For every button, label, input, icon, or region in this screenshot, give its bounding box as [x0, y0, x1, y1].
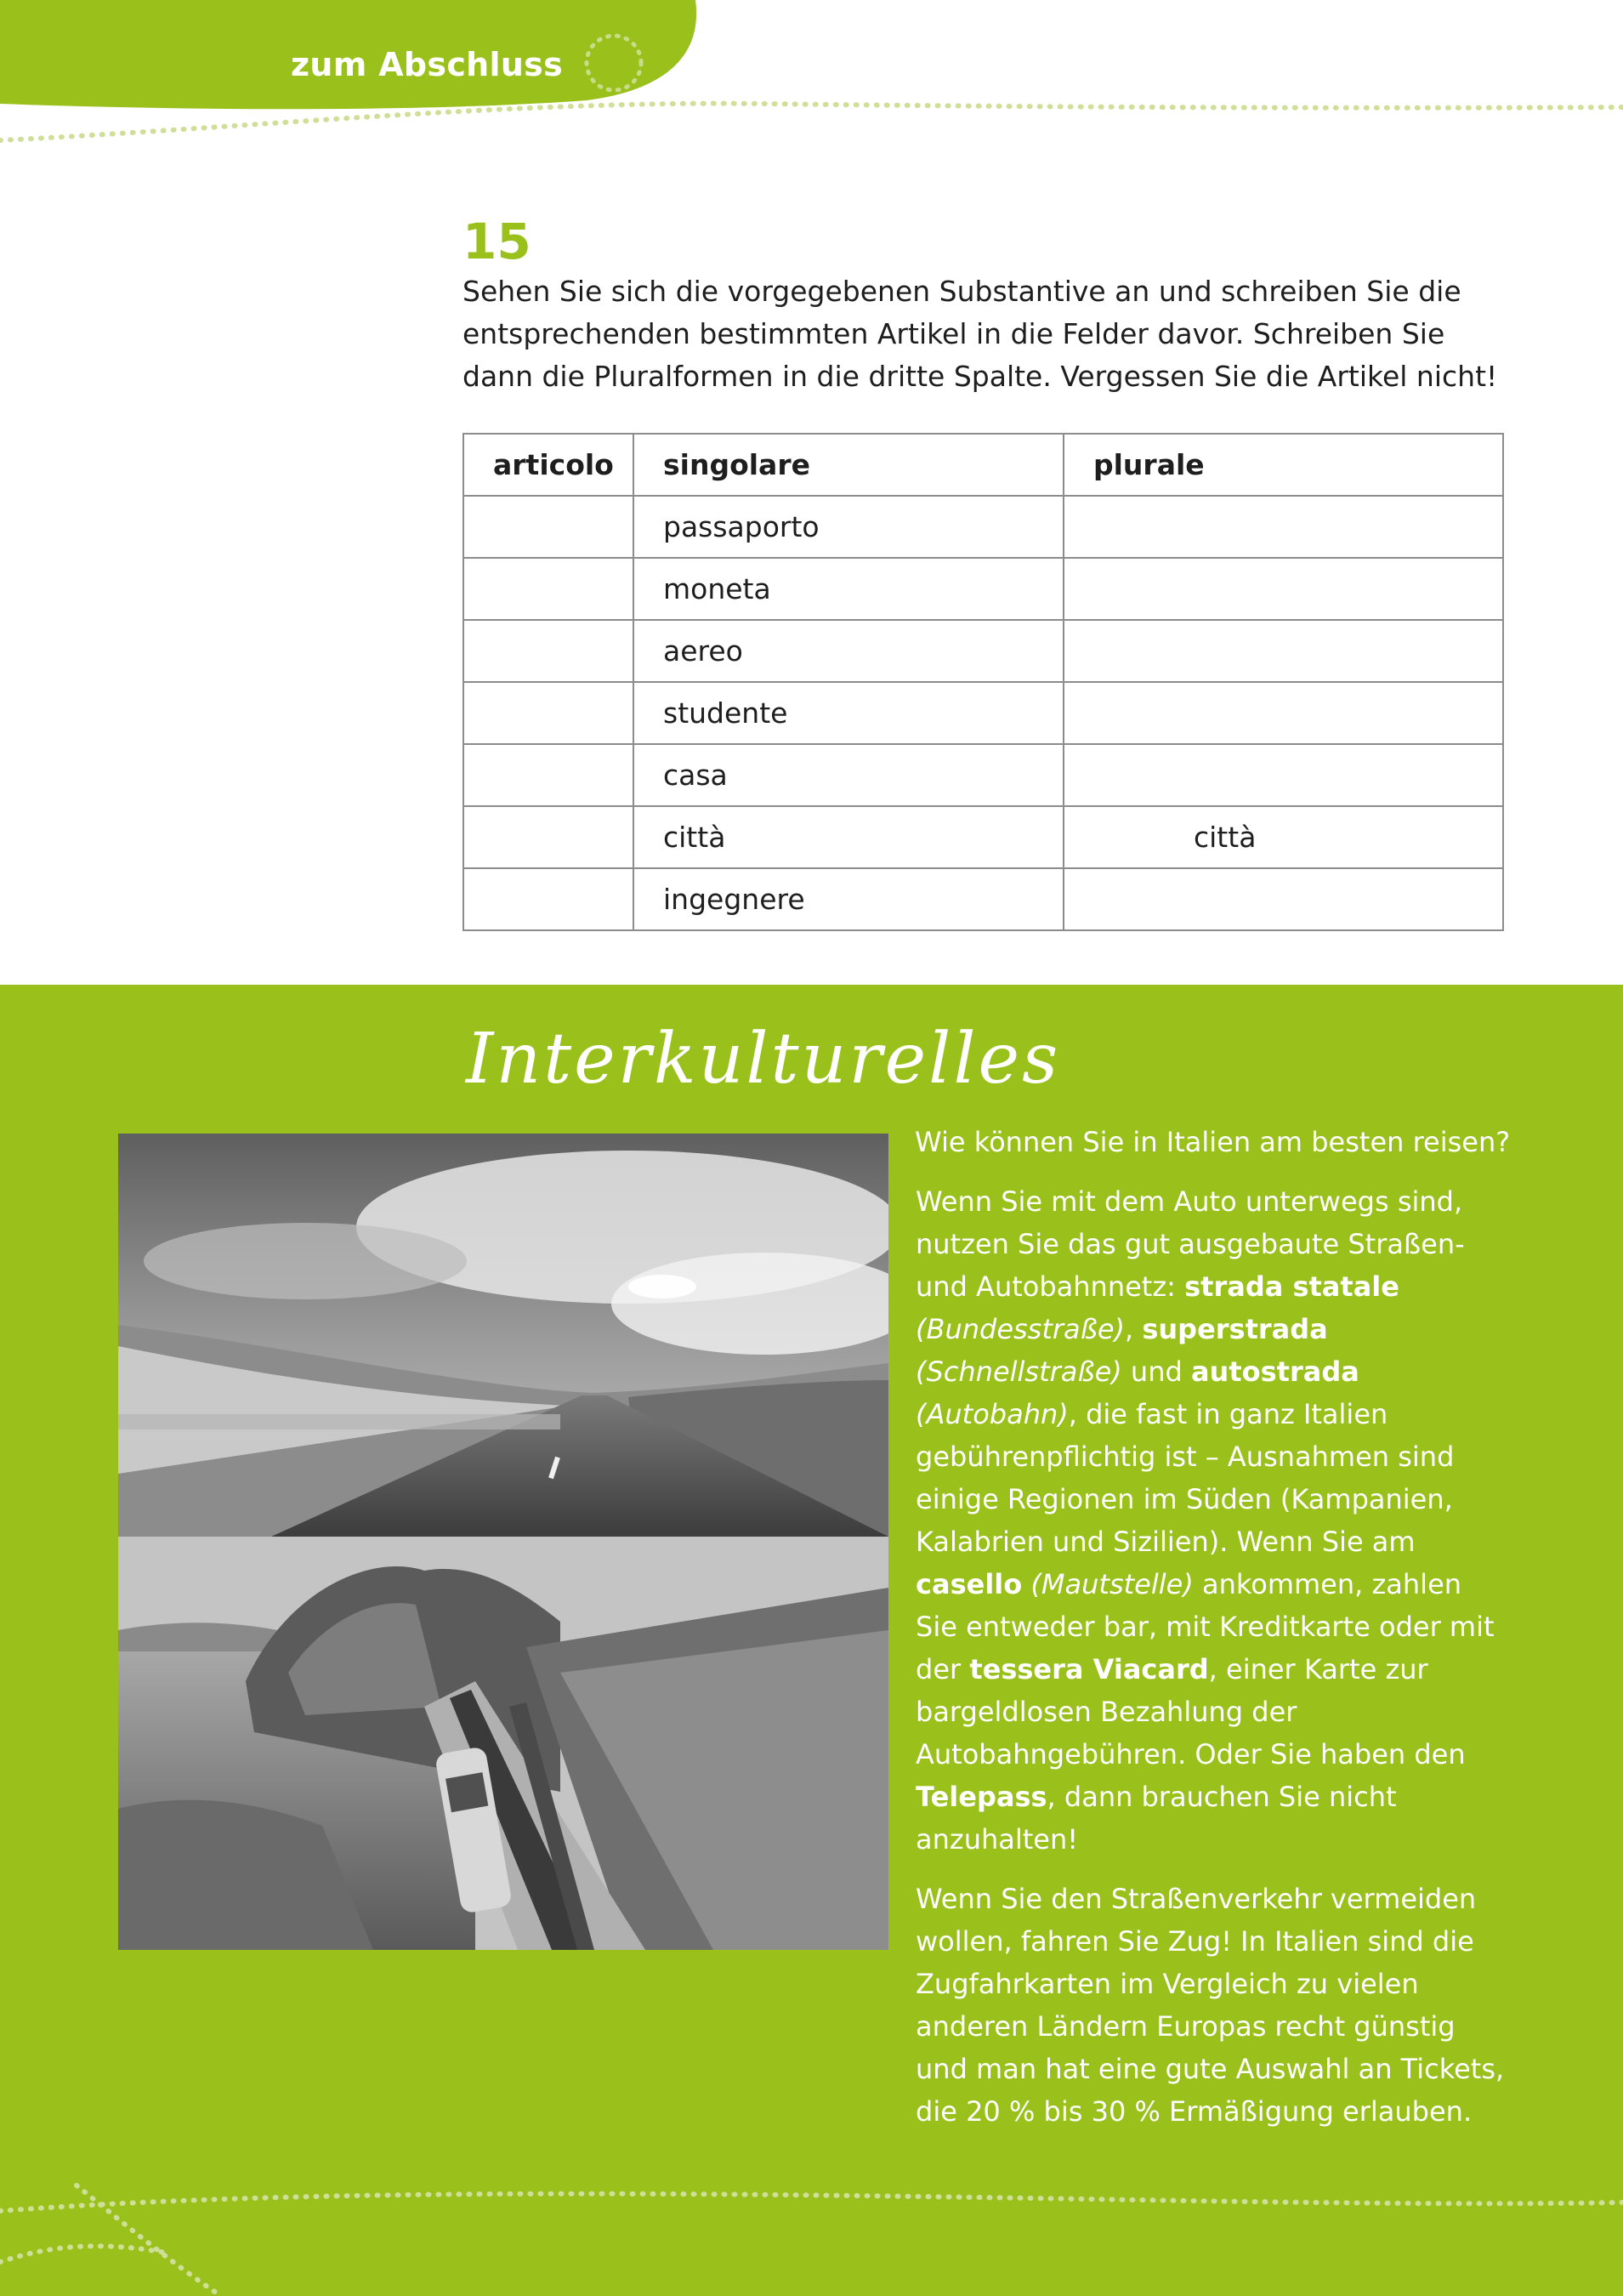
text-run: , die fast in ganz Italien gebührenpflichtig ist – Ausnahmen sind einige Regionen im Süden (Kampanien, Kalabrien und Sizilien). Wenn Sie am	[916, 1398, 1455, 1558]
translation-schnellstrasse: (Schnellstraße)	[916, 1355, 1122, 1388]
singolare-cell: casa	[633, 744, 1064, 806]
text-run: , einer Karte zur bargeldlosen Bezahlung der Autobahngebühren. Oder Sie haben den	[916, 1653, 1466, 1770]
plurale-field[interactable]	[1064, 496, 1503, 558]
exercise-number: 15	[462, 213, 531, 270]
articolo-field[interactable]	[463, 868, 633, 930]
singolare-cell: città	[633, 806, 1064, 868]
table-row	[463, 682, 1503, 744]
translation-mautstelle: (Mautstelle)	[1030, 1568, 1194, 1600]
table-row	[463, 496, 1503, 558]
exercise-instructions: Sehen Sie sich die vorgegebenen Substantive an und schreiben Sie die entsprechenden bestimmten Artikel in die Felder davor. Schreiben Sie dann die Pluralformen in die dritte Spalte. Vergessen Sie die Artikel nicht!	[462, 275, 1498, 393]
text-run: ,	[1124, 1313, 1143, 1345]
singolare-cell: aereo	[633, 620, 1064, 682]
articolo-field[interactable]	[463, 620, 633, 682]
table-header-row	[463, 434, 1503, 496]
table-row	[463, 558, 1503, 620]
header-decoration	[0, 0, 1623, 153]
table-row	[463, 868, 1503, 930]
plurale-field[interactable]	[1064, 620, 1503, 682]
road-photo	[118, 1134, 888, 1537]
plurale-field[interactable]	[1064, 558, 1503, 620]
header-singolare: singolare	[633, 434, 1064, 496]
plurale-field[interactable]	[1064, 682, 1503, 744]
term-autostrada: autostrada	[1190, 1355, 1359, 1388]
plurale-field[interactable]: città	[1064, 806, 1503, 868]
table-row	[463, 744, 1503, 806]
term-telepass: Telepass	[916, 1781, 1047, 1813]
culture-question: Wie können Sie in Italien am besten reisen?	[915, 1126, 1511, 1158]
header-articolo: articolo	[463, 434, 633, 496]
singolare-cell: ingegnere	[633, 868, 1064, 930]
translation-autobahn: (Autobahn)	[916, 1398, 1069, 1430]
articolo-field[interactable]	[463, 682, 633, 744]
singolare-cell: passaporto	[633, 496, 1064, 558]
section-label: zum Abschluss	[291, 46, 564, 83]
plurale-field[interactable]	[1064, 744, 1503, 806]
culture-paragraph-train: Wenn Sie den Straßenverkehr vermeiden wollen, fahren Sie Zug! In Italien sind die Zugfahrkarten im Vergleich zu vielen anderen Ländern Europas recht günstig und man hat eine gute Auswahl an Tickets, die 20 % bis 30 % Ermäßigung erlauben.	[916, 1883, 1505, 2128]
header-plurale: plurale	[1064, 434, 1503, 496]
table-row	[463, 806, 1503, 868]
culture-text	[916, 1121, 1511, 2133]
text-run: ankommen, zahlen Sie entweder bar, mit Kreditkarte oder mit der	[916, 1568, 1495, 1685]
translation-bundesstrasse: (Bundesstraße)	[916, 1313, 1125, 1345]
footer-decoration	[0, 2177, 1623, 2296]
culture-title: Interkulturelles	[466, 1019, 1061, 1100]
coastal-railway-photo	[118, 1537, 888, 1950]
text-run: und	[1121, 1355, 1191, 1388]
term-casello: casello	[916, 1568, 1023, 1600]
table-row	[463, 620, 1503, 682]
vocab-table	[462, 433, 1504, 931]
singolare-cell: studente	[633, 682, 1064, 744]
term-superstrada: superstrada	[1142, 1313, 1328, 1345]
plurale-field[interactable]	[1064, 868, 1503, 930]
text-run: Wenn Sie mit dem Auto unterwegs sind, nutzen Sie das gut ausgebaute Straßen- und Autobahnnetz:	[916, 1185, 1465, 1303]
articolo-field[interactable]	[463, 558, 633, 620]
text-run: , dann brauchen Sie nicht anzuhalten!	[916, 1781, 1397, 1856]
term-tessera-viacard: tessera Viacard	[969, 1653, 1209, 1685]
articolo-field[interactable]	[463, 496, 633, 558]
culture-paragraph-car	[916, 1180, 1511, 1861]
term-strada-statale: strada statale	[1184, 1270, 1399, 1303]
dotted-line	[0, 104, 1623, 140]
singolare-cell: moneta	[633, 558, 1064, 620]
articolo-field[interactable]	[463, 806, 633, 868]
articolo-field[interactable]	[463, 744, 633, 806]
